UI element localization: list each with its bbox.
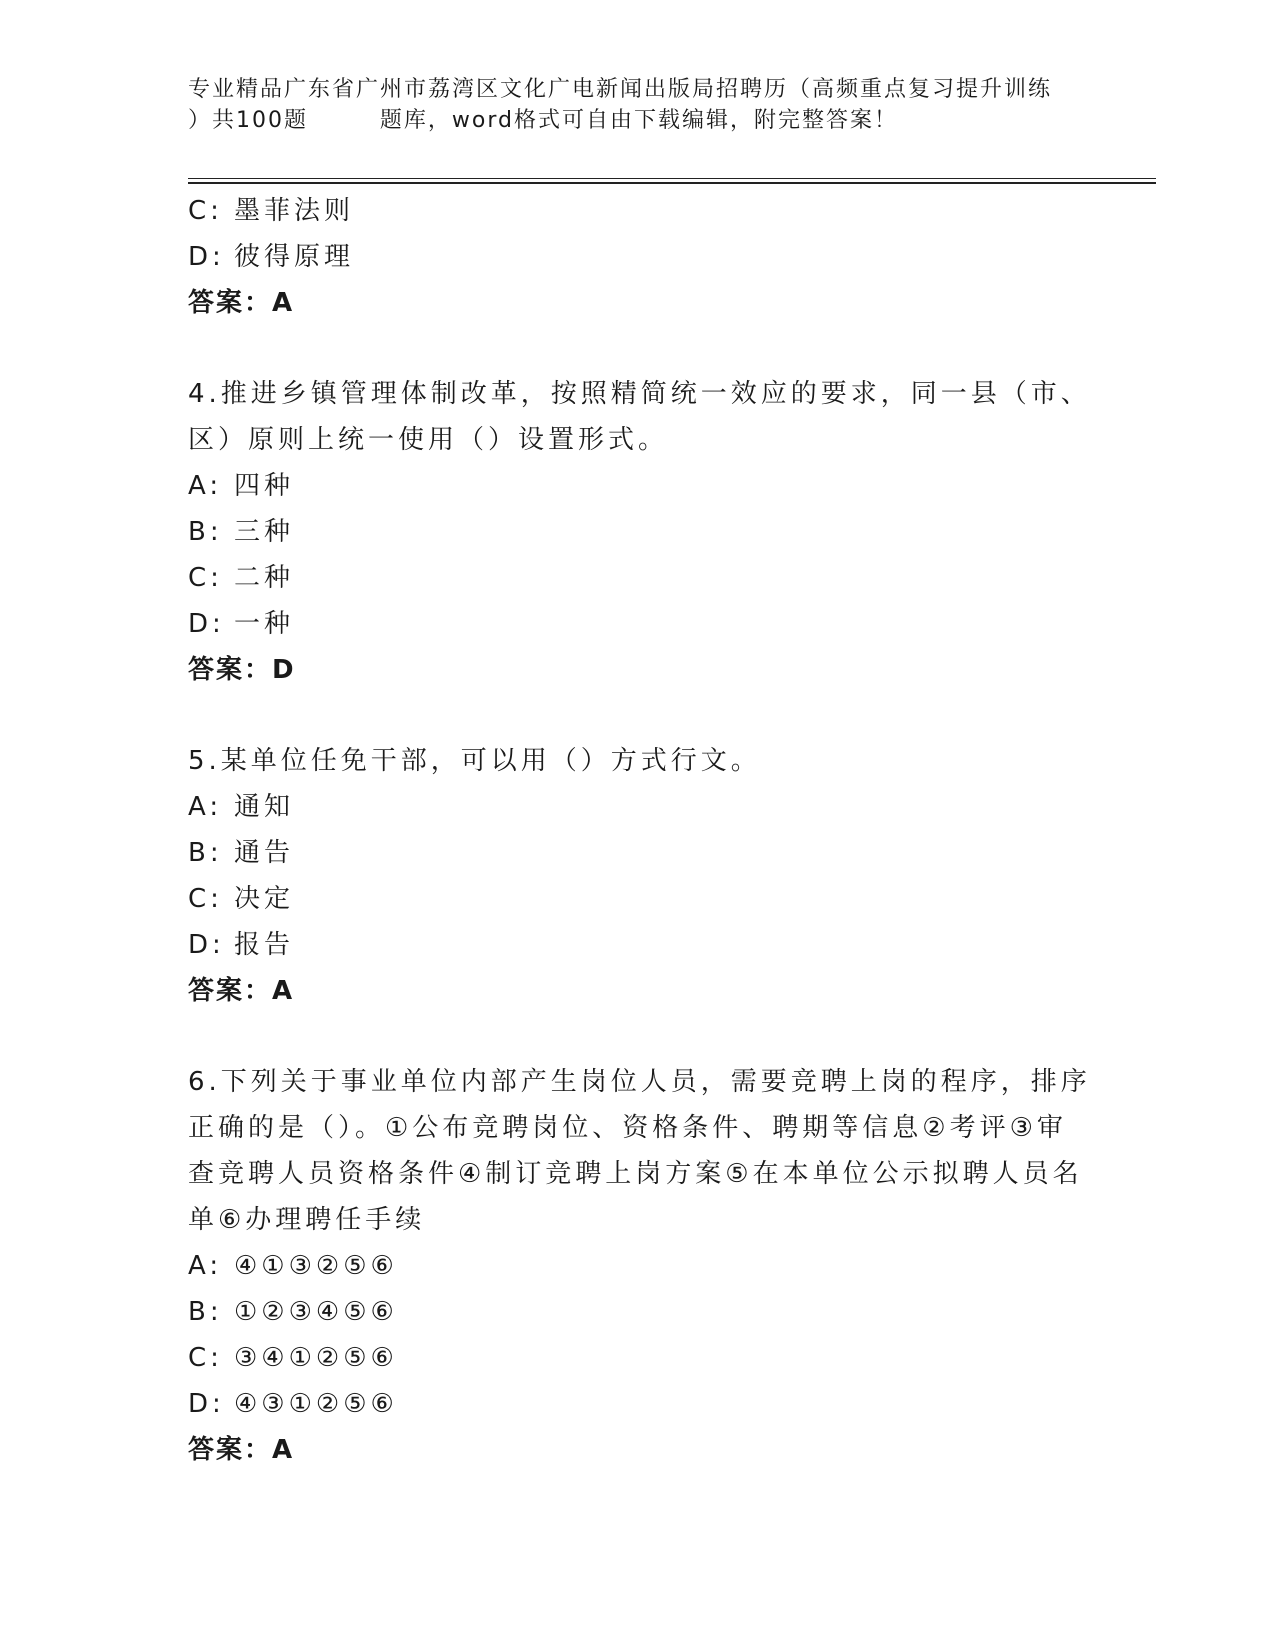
option-c <box>188 188 1068 234</box>
header-divider-thin <box>188 178 1156 179</box>
option-a <box>188 463 1068 509</box>
question-3-tail <box>188 188 1068 326</box>
option-a <box>188 1243 1068 1289</box>
header-line-2: ）共100题 题库，word格式可自由下载编辑，附完整答案！ <box>188 108 899 133</box>
option-text: 三种 <box>234 517 295 547</box>
option-label: A: <box>188 792 223 822</box>
option-label: C: <box>188 196 223 226</box>
option-text: 彼得原理 <box>234 242 355 272</box>
option-text: 二种 <box>234 563 295 593</box>
question-text-line: 单⑥办理聘任手续 <box>188 1205 426 1235</box>
option-c <box>188 555 1068 601</box>
question-list <box>188 188 1091 1473</box>
answer-line: 答案：A <box>188 288 295 318</box>
option-label: A: <box>188 471 223 501</box>
option-label: D: <box>188 1389 225 1419</box>
option-text: ④①③②⑤⑥ <box>234 1251 398 1281</box>
option-b <box>188 509 1068 555</box>
answer-line: 答案：D <box>188 655 296 685</box>
option-d <box>188 922 1068 968</box>
question-text-line: 6.下列关于事业单位内部产生岗位人员，需要竞聘上岗的程序，排序 <box>188 1067 1091 1097</box>
option-label: C: <box>188 563 223 593</box>
option-text: 墨菲法则 <box>234 196 355 226</box>
question-text-line: 5.某单位任免干部，可以用（）方式行文。 <box>188 746 761 776</box>
option-label: C: <box>188 1343 223 1373</box>
option-label: B: <box>188 838 223 868</box>
option-label: B: <box>188 1297 223 1327</box>
option-label: D: <box>188 242 225 272</box>
option-c <box>188 1335 1068 1381</box>
option-c <box>188 876 1068 922</box>
option-text: 一种 <box>234 609 295 639</box>
option-label: C: <box>188 884 223 914</box>
question-5 <box>188 738 1068 1014</box>
option-text: ③④①②⑤⑥ <box>234 1343 398 1373</box>
option-d <box>188 234 1068 280</box>
option-text: 四种 <box>234 471 295 501</box>
answer-line: 答案：A <box>188 1435 295 1465</box>
option-text: 通知 <box>234 792 295 822</box>
option-text: 报告 <box>234 930 295 960</box>
option-label: D: <box>188 930 225 960</box>
option-text: 决定 <box>234 884 295 914</box>
header-line-1: 专业精品广东省广州市荔湾区文化广电新闻出版局招聘历（高频重点复习提升训练 <box>188 77 1053 102</box>
option-text: ①②③④⑤⑥ <box>234 1297 398 1327</box>
question-stem <box>188 738 1068 784</box>
question-text-line: 4.推进乡镇管理体制改革，按照精简统一效应的要求，同一县（市、 <box>188 379 1091 409</box>
question-4 <box>188 371 1091 693</box>
question-text-line: 区）原则上统一使用（）设置形式。 <box>188 425 669 455</box>
answer-line: 答案：A <box>188 976 295 1006</box>
option-text: ④③①②⑤⑥ <box>234 1389 398 1419</box>
question-6 <box>188 1059 1091 1473</box>
question-text-line: 查竞聘人员资格条件④制订竞聘上岗方案⑤在本单位公示拟聘人员名 <box>188 1159 1083 1189</box>
option-d <box>188 1381 1068 1427</box>
document-header <box>188 74 1088 136</box>
question-stem <box>188 1059 1091 1243</box>
option-a <box>188 784 1068 830</box>
option-label: B: <box>188 517 223 547</box>
option-b <box>188 830 1068 876</box>
option-b <box>188 1289 1068 1335</box>
option-label: A: <box>188 1251 223 1281</box>
question-stem <box>188 371 1091 463</box>
option-text: 通告 <box>234 838 295 868</box>
header-divider-thick <box>188 182 1156 184</box>
question-text-line: 正确的是（）。①公布竞聘岗位、资格条件、聘期等信息②考评③审 <box>188 1113 1067 1143</box>
option-label: D: <box>188 609 225 639</box>
option-d <box>188 601 1068 647</box>
